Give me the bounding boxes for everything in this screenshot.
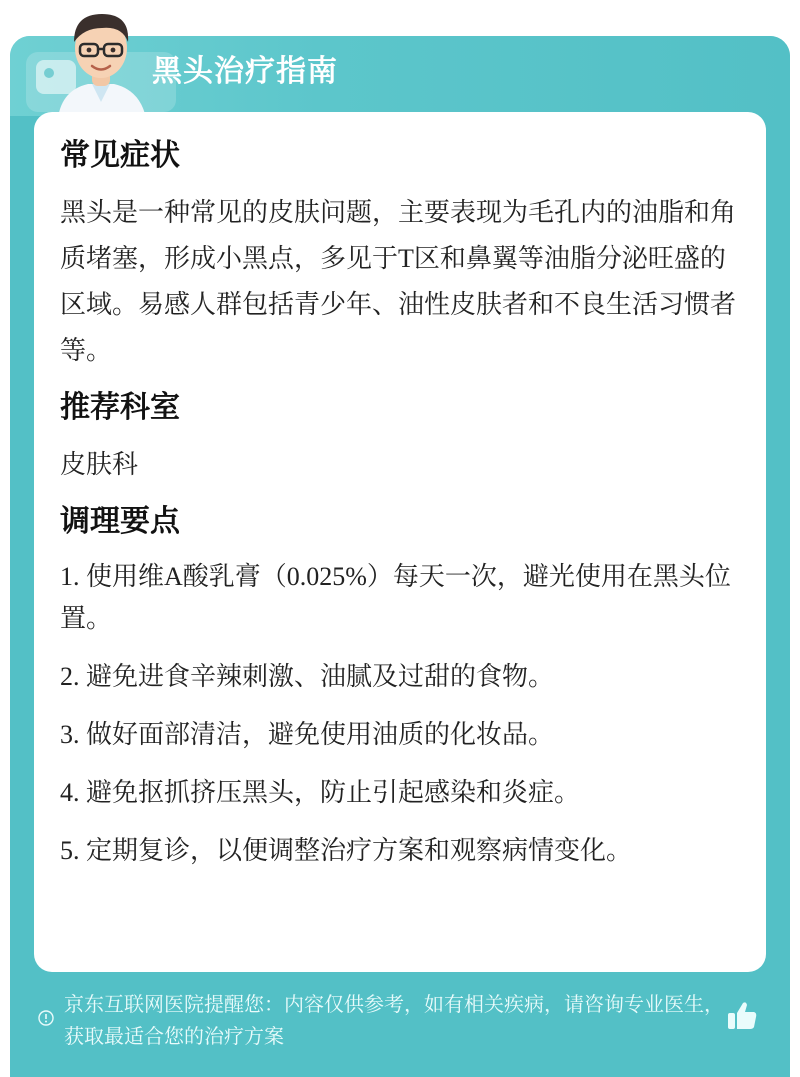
thumbs-up-icon[interactable] — [724, 998, 760, 1034]
content-body — [60, 132, 750, 888]
page-title: 黑头治疗指南 — [152, 54, 338, 89]
section-title-care: 调理要点 — [60, 504, 180, 539]
info-icon — [38, 1010, 54, 1026]
department-text: 皮肤科 — [60, 450, 139, 479]
section-title-symptoms: 常见症状 — [60, 138, 180, 173]
list-item: 1. 使用维A酸乳膏（0.025%）每天一次，避光使用在黑头位置。 — [60, 562, 731, 633]
list-item: 2. 避免进食辛辣刺激、油腻及过甜的食物。 — [60, 662, 555, 691]
section-title-department: 推荐科室 — [60, 390, 180, 425]
list-item: 5. 定期复诊，以便调整治疗方案和观察病情变化。 — [60, 836, 633, 865]
list-item: 3. 做好面部清洁，避免使用油质的化妆品。 — [60, 720, 555, 749]
doctor-avatar-icon — [48, 6, 154, 118]
footer-text: 京东互联网医院提醒您：内容仅供参考，如有相关疾病，请咨询专业医生，获取最适合您的治疗方案 — [64, 992, 724, 1048]
list-item: 4. 避免抠抓挤压黑头，防止引起感染和炎症。 — [60, 778, 581, 807]
symptoms-text: 黑头是一种常见的皮肤问题，主要表现为毛孔内的油脂和角质堵塞，形成小黑点，多见于T区和鼻翼等油脂分泌旺盛的区域。易感人群包括青少年、油性皮肤者和不良生活习惯者等。 — [60, 198, 737, 365]
footer-disclaimer — [38, 988, 768, 1058]
